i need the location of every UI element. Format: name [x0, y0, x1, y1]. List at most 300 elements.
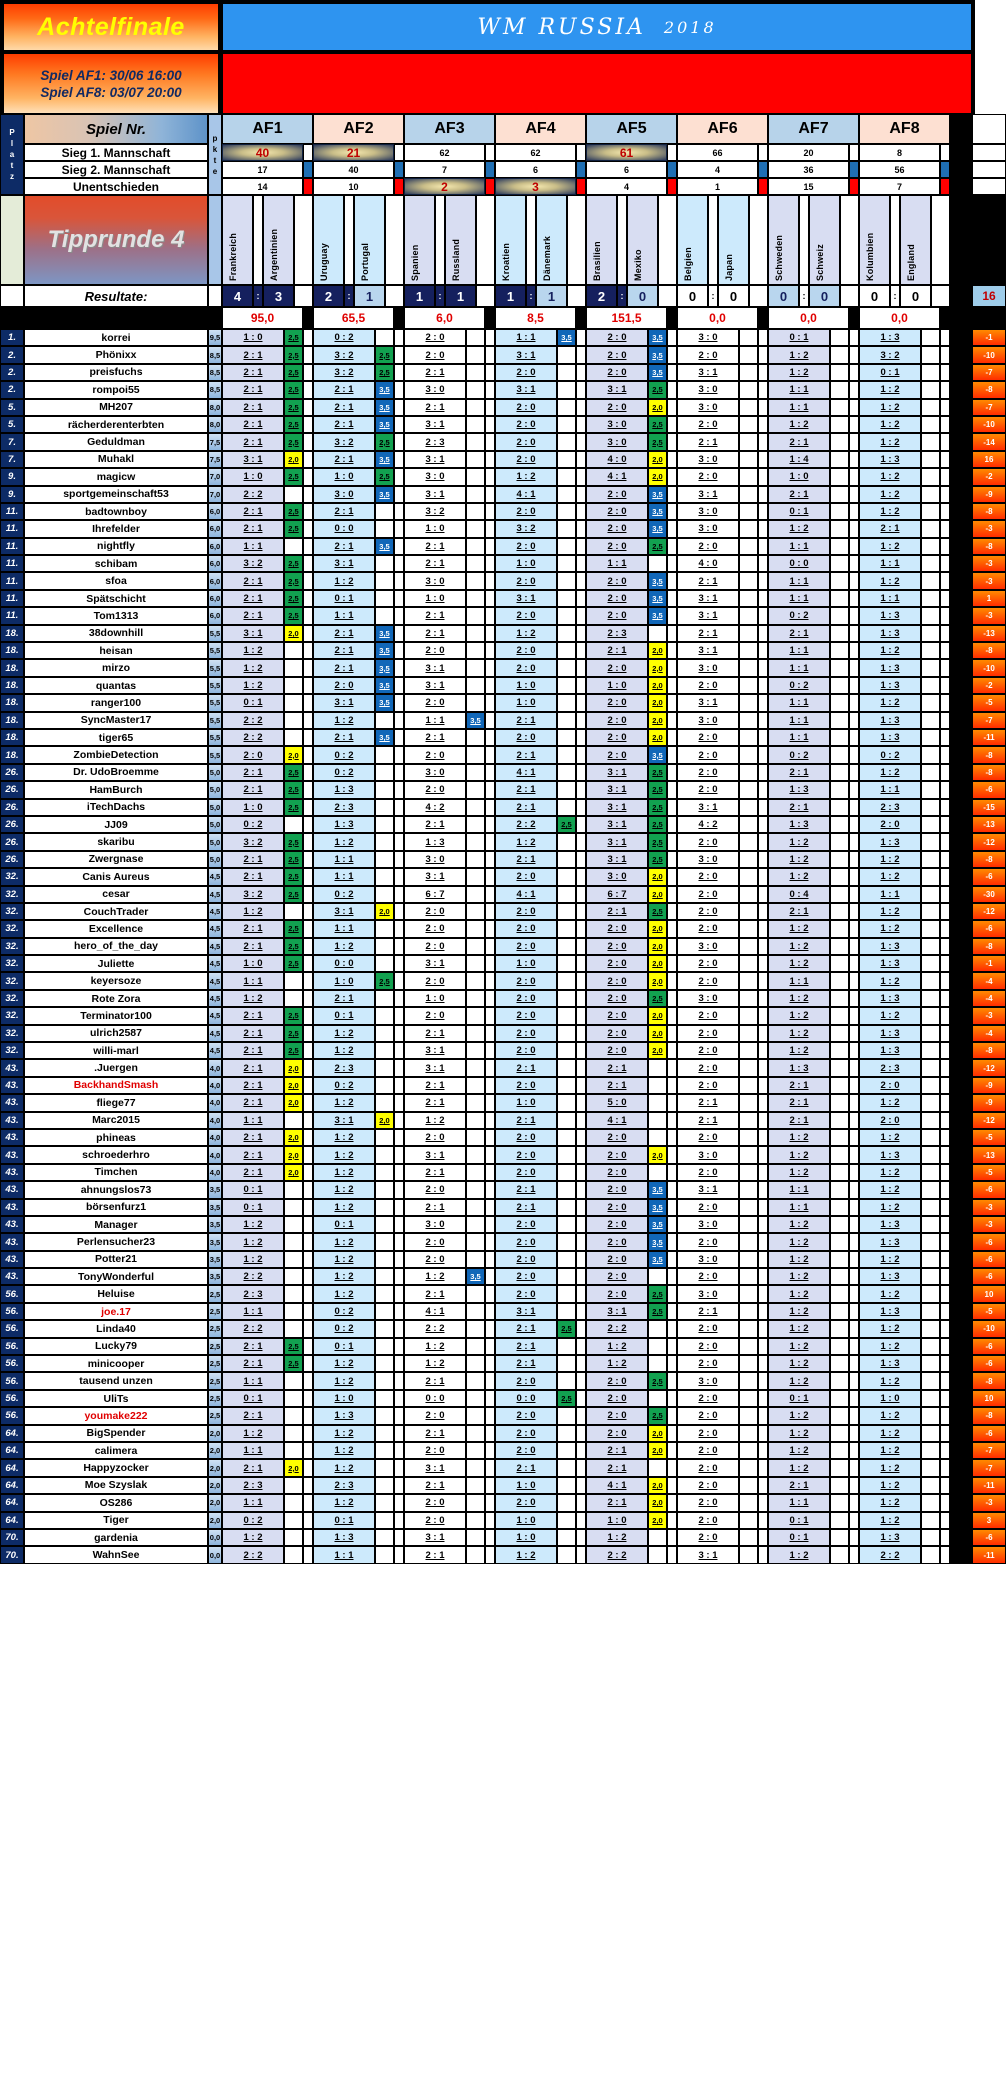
player-tip-4[interactable]: 2 : 0: [586, 659, 648, 676]
player-tip-4[interactable]: 2 : 0: [586, 1285, 648, 1302]
player-tip-1[interactable]: 1 : 2: [313, 1199, 375, 1216]
player-tip-7[interactable]: 2 : 2: [859, 1546, 921, 1563]
table-row[interactable]: [0, 972, 1006, 989]
player-tip-2[interactable]: 2 : 0: [404, 1407, 466, 1424]
player-tip-7[interactable]: 1 : 2: [859, 486, 921, 503]
player-tip-2[interactable]: 3 : 1: [404, 1529, 466, 1546]
player-tip-7[interactable]: 1 : 2: [859, 1199, 921, 1216]
player-tip-2[interactable]: 2 : 1: [404, 364, 466, 381]
player-tip-6[interactable]: 0 : 1: [768, 503, 830, 520]
player-tip-4[interactable]: 3 : 1: [586, 833, 648, 850]
player-name[interactable]: schroederhro: [24, 1146, 208, 1163]
player-tip-4[interactable]: 2 : 0: [586, 520, 648, 537]
player-tip-3[interactable]: 1 : 0: [495, 677, 557, 694]
player-tip-7[interactable]: 1 : 3: [859, 1216, 921, 1233]
player-tip-1[interactable]: 1 : 3: [313, 1529, 375, 1546]
player-tip-5[interactable]: 2 : 0: [677, 781, 739, 798]
player-tip-7[interactable]: 1 : 2: [859, 1407, 921, 1424]
player-tip-5[interactable]: 3 : 0: [677, 938, 739, 955]
player-tip-0[interactable]: 2 : 2: [222, 1320, 284, 1337]
player-tip-3[interactable]: 2 : 0: [495, 1372, 557, 1389]
player-tip-6[interactable]: 1 : 1: [768, 381, 830, 398]
player-tip-3[interactable]: 2 : 1: [495, 799, 557, 816]
player-tip-2[interactable]: 2 : 0: [404, 938, 466, 955]
player-tip-1[interactable]: 1 : 0: [313, 468, 375, 485]
player-tip-7[interactable]: 1 : 3: [859, 990, 921, 1007]
game-header-AF5[interactable]: AF5: [586, 114, 677, 144]
table-row[interactable]: [0, 1529, 1006, 1546]
player-tip-4[interactable]: 2 : 2: [586, 1546, 648, 1563]
player-tip-0[interactable]: 1 : 0: [222, 329, 284, 346]
player-tip-5[interactable]: 2 : 1: [677, 1303, 739, 1320]
player-tip-2[interactable]: 2 : 1: [404, 1199, 466, 1216]
table-row[interactable]: [0, 920, 1006, 937]
player-tip-2[interactable]: 2 : 0: [404, 903, 466, 920]
player-tip-4[interactable]: 2 : 0: [586, 1251, 648, 1268]
player-tip-4[interactable]: 2 : 0: [586, 1233, 648, 1250]
player-name[interactable]: Linda40: [24, 1320, 208, 1337]
player-tip-1[interactable]: 1 : 2: [313, 1355, 375, 1372]
player-tip-6[interactable]: 1 : 2: [768, 833, 830, 850]
player-tip-4[interactable]: 1 : 0: [586, 1512, 648, 1529]
player-tip-3[interactable]: 3 : 1: [495, 1303, 557, 1320]
player-tip-0[interactable]: 2 : 1: [222, 781, 284, 798]
player-tip-0[interactable]: 0 : 1: [222, 1181, 284, 1198]
player-tip-6[interactable]: 1 : 3: [768, 816, 830, 833]
player-tip-1[interactable]: 0 : 0: [313, 955, 375, 972]
player-name[interactable]: fliege77: [24, 1094, 208, 1111]
player-tip-7[interactable]: 0 : 2: [859, 746, 921, 763]
table-row[interactable]: [0, 903, 1006, 920]
player-tip-6[interactable]: 1 : 2: [768, 1459, 830, 1476]
player-tip-5[interactable]: 2 : 0: [677, 1233, 739, 1250]
player-tip-1[interactable]: 1 : 2: [313, 1233, 375, 1250]
player-tip-5[interactable]: 2 : 0: [677, 1007, 739, 1024]
player-tip-6[interactable]: 1 : 1: [768, 1181, 830, 1198]
player-tip-4[interactable]: 3 : 0: [586, 433, 648, 450]
table-row[interactable]: [0, 1007, 1006, 1024]
player-tip-4[interactable]: 2 : 0: [586, 329, 648, 346]
player-tip-1[interactable]: 1 : 2: [313, 1025, 375, 1042]
player-tip-6[interactable]: 2 : 1: [768, 799, 830, 816]
player-tip-2[interactable]: 3 : 1: [404, 1459, 466, 1476]
player-tip-7[interactable]: 1 : 3: [859, 712, 921, 729]
player-name[interactable]: Moe Szyslak: [24, 1477, 208, 1494]
player-tip-0[interactable]: 2 : 2: [222, 712, 284, 729]
player-tip-6[interactable]: 1 : 2: [768, 1338, 830, 1355]
player-tip-6[interactable]: 1 : 2: [768, 938, 830, 955]
player-tip-3[interactable]: 2 : 0: [495, 433, 557, 450]
player-name[interactable]: magicw: [24, 468, 208, 485]
player-tip-5[interactable]: 2 : 0: [677, 677, 739, 694]
player-tip-6[interactable]: 2 : 1: [768, 1077, 830, 1094]
player-name[interactable]: Perlensucher23: [24, 1233, 208, 1250]
player-tip-7[interactable]: 1 : 2: [859, 381, 921, 398]
player-tip-6[interactable]: 1 : 2: [768, 1251, 830, 1268]
player-tip-5[interactable]: 2 : 0: [677, 1512, 739, 1529]
player-tip-5[interactable]: 3 : 0: [677, 1146, 739, 1163]
player-tip-1[interactable]: 2 : 3: [313, 1059, 375, 1076]
player-tip-5[interactable]: 2 : 0: [677, 1442, 739, 1459]
player-tip-1[interactable]: 3 : 2: [313, 364, 375, 381]
player-name[interactable]: korrei: [24, 329, 208, 346]
player-tip-2[interactable]: 2 : 1: [404, 729, 466, 746]
table-row[interactable]: [0, 1372, 1006, 1389]
player-tip-4[interactable]: 1 : 2: [586, 1338, 648, 1355]
player-tip-2[interactable]: 2 : 1: [404, 1285, 466, 1302]
player-tip-5[interactable]: 2 : 0: [677, 1338, 739, 1355]
player-name[interactable]: keyersoze: [24, 972, 208, 989]
player-tip-7[interactable]: 1 : 2: [859, 851, 921, 868]
player-tip-3[interactable]: 1 : 0: [495, 1094, 557, 1111]
table-row[interactable]: [0, 625, 1006, 642]
table-row[interactable]: [0, 555, 1006, 572]
player-tip-2[interactable]: 4 : 2: [404, 799, 466, 816]
player-tip-7[interactable]: 1 : 2: [859, 1285, 921, 1302]
table-row[interactable]: [0, 1129, 1006, 1146]
player-tip-7[interactable]: 1 : 3: [859, 955, 921, 972]
player-tip-5[interactable]: 3 : 1: [677, 590, 739, 607]
player-tip-4[interactable]: 5 : 0: [586, 1094, 648, 1111]
table-row[interactable]: [0, 729, 1006, 746]
player-tip-2[interactable]: 1 : 2: [404, 1268, 466, 1285]
player-tip-1[interactable]: 3 : 1: [313, 1112, 375, 1129]
player-tip-3[interactable]: 2 : 0: [495, 868, 557, 885]
player-name[interactable]: gardenia: [24, 1529, 208, 1546]
table-row[interactable]: [0, 416, 1006, 433]
player-tip-1[interactable]: 3 : 0: [313, 486, 375, 503]
player-tip-5[interactable]: 2 : 0: [677, 955, 739, 972]
player-tip-1[interactable]: 1 : 2: [313, 1268, 375, 1285]
table-row[interactable]: [0, 938, 1006, 955]
player-tip-4[interactable]: 2 : 1: [586, 1459, 648, 1476]
table-row[interactable]: [0, 1216, 1006, 1233]
player-tip-6[interactable]: 1 : 2: [768, 1216, 830, 1233]
player-tip-5[interactable]: 3 : 0: [677, 503, 739, 520]
player-tip-7[interactable]: 1 : 2: [859, 868, 921, 885]
player-tip-3[interactable]: 1 : 2: [495, 625, 557, 642]
player-tip-4[interactable]: 3 : 1: [586, 851, 648, 868]
player-name[interactable]: skaribu: [24, 833, 208, 850]
table-row[interactable]: [0, 833, 1006, 850]
player-name[interactable]: hero_of_the_day: [24, 938, 208, 955]
player-tip-2[interactable]: 2 : 1: [404, 1077, 466, 1094]
table-row[interactable]: [0, 590, 1006, 607]
player-tip-1[interactable]: 0 : 2: [313, 1303, 375, 1320]
player-tip-5[interactable]: 3 : 0: [677, 1216, 739, 1233]
player-tip-7[interactable]: 1 : 3: [859, 659, 921, 676]
player-tip-3[interactable]: 2 : 1: [495, 1199, 557, 1216]
player-tip-4[interactable]: 2 : 0: [586, 1390, 648, 1407]
player-tip-0[interactable]: 1 : 2: [222, 659, 284, 676]
player-tip-7[interactable]: 1 : 3: [859, 329, 921, 346]
player-tip-5[interactable]: 3 : 1: [677, 642, 739, 659]
player-tip-1[interactable]: 0 : 1: [313, 1216, 375, 1233]
player-tip-6[interactable]: 1 : 2: [768, 1425, 830, 1442]
player-tip-4[interactable]: 2 : 0: [586, 694, 648, 711]
player-tip-3[interactable]: 2 : 0: [495, 938, 557, 955]
player-tip-1[interactable]: 0 : 2: [313, 1077, 375, 1094]
player-tip-4[interactable]: 2 : 1: [586, 1077, 648, 1094]
table-row[interactable]: [0, 451, 1006, 468]
table-row[interactable]: [0, 990, 1006, 1007]
player-tip-1[interactable]: 1 : 1: [313, 1546, 375, 1563]
player-tip-4[interactable]: 1 : 0: [586, 677, 648, 694]
player-tip-5[interactable]: 3 : 1: [677, 607, 739, 624]
player-tip-4[interactable]: 2 : 0: [586, 1199, 648, 1216]
player-tip-4[interactable]: 3 : 0: [586, 868, 648, 885]
player-tip-6[interactable]: 0 : 2: [768, 677, 830, 694]
player-tip-5[interactable]: 2 : 0: [677, 920, 739, 937]
player-tip-7[interactable]: 1 : 2: [859, 433, 921, 450]
player-tip-7[interactable]: 1 : 3: [859, 1025, 921, 1042]
player-tip-5[interactable]: 2 : 0: [677, 1407, 739, 1424]
player-tip-4[interactable]: 2 : 0: [586, 1025, 648, 1042]
player-tip-7[interactable]: 1 : 2: [859, 1007, 921, 1024]
player-tip-2[interactable]: 2 : 0: [404, 1233, 466, 1250]
player-tip-2[interactable]: 6 : 7: [404, 886, 466, 903]
player-tip-6[interactable]: 1 : 2: [768, 851, 830, 868]
table-row[interactable]: [0, 868, 1006, 885]
player-tip-1[interactable]: 0 : 1: [313, 1007, 375, 1024]
player-name[interactable]: Phönixx: [24, 346, 208, 363]
player-tip-6[interactable]: 1 : 2: [768, 868, 830, 885]
player-name[interactable]: Muhakl: [24, 451, 208, 468]
table-row[interactable]: [0, 538, 1006, 555]
player-name[interactable]: youmake222: [24, 1407, 208, 1424]
player-tip-3[interactable]: 2 : 0: [495, 972, 557, 989]
player-tip-2[interactable]: 2 : 1: [404, 1164, 466, 1181]
player-tip-5[interactable]: 2 : 0: [677, 416, 739, 433]
player-tip-5[interactable]: 2 : 1: [677, 625, 739, 642]
game-header-AF1[interactable]: AF1: [222, 114, 313, 144]
player-tip-6[interactable]: 1 : 2: [768, 920, 830, 937]
player-tip-5[interactable]: 2 : 0: [677, 833, 739, 850]
player-tip-3[interactable]: 1 : 2: [495, 833, 557, 850]
player-tip-4[interactable]: 3 : 1: [586, 816, 648, 833]
player-tip-1[interactable]: 1 : 2: [313, 1129, 375, 1146]
table-row[interactable]: [0, 642, 1006, 659]
player-tip-1[interactable]: 1 : 2: [313, 1372, 375, 1389]
player-name[interactable]: tiger65: [24, 729, 208, 746]
player-tip-4[interactable]: 2 : 0: [586, 955, 648, 972]
player-tip-4[interactable]: 2 : 0: [586, 746, 648, 763]
player-tip-7[interactable]: 2 : 0: [859, 816, 921, 833]
player-tip-4[interactable]: 2 : 0: [586, 1268, 648, 1285]
player-tip-7[interactable]: 2 : 1: [859, 520, 921, 537]
player-tip-7[interactable]: 2 : 3: [859, 799, 921, 816]
player-tip-2[interactable]: 1 : 1: [404, 712, 466, 729]
player-tip-3[interactable]: 2 : 0: [495, 642, 557, 659]
player-tip-1[interactable]: 1 : 1: [313, 851, 375, 868]
player-tip-0[interactable]: 3 : 1: [222, 451, 284, 468]
player-tip-4[interactable]: 4 : 1: [586, 468, 648, 485]
table-row[interactable]: [0, 1077, 1006, 1094]
player-tip-1[interactable]: 2 : 1: [313, 399, 375, 416]
player-tip-5[interactable]: 2 : 0: [677, 1425, 739, 1442]
player-tip-1[interactable]: 1 : 2: [313, 1094, 375, 1111]
player-tip-0[interactable]: 2 : 2: [222, 486, 284, 503]
player-tip-4[interactable]: 2 : 0: [586, 399, 648, 416]
player-tip-5[interactable]: 3 : 1: [677, 364, 739, 381]
player-tip-2[interactable]: 2 : 1: [404, 1425, 466, 1442]
game-header-AF3[interactable]: AF3: [404, 114, 495, 144]
player-tip-6[interactable]: 1 : 2: [768, 1007, 830, 1024]
player-name[interactable]: willi-marl: [24, 1042, 208, 1059]
table-row[interactable]: [0, 851, 1006, 868]
player-tip-1[interactable]: 3 : 1: [313, 694, 375, 711]
table-row[interactable]: [0, 1112, 1006, 1129]
player-tip-7[interactable]: 1 : 2: [859, 503, 921, 520]
player-tip-3[interactable]: 2 : 0: [495, 1494, 557, 1511]
player-tip-0[interactable]: 2 : 1: [222, 1042, 284, 1059]
player-tip-4[interactable]: 3 : 0: [586, 416, 648, 433]
table-row[interactable]: [0, 486, 1006, 503]
player-tip-2[interactable]: 2 : 1: [404, 816, 466, 833]
player-tip-2[interactable]: 3 : 1: [404, 955, 466, 972]
table-row[interactable]: [0, 781, 1006, 798]
player-tip-0[interactable]: 2 : 1: [222, 503, 284, 520]
player-tip-6[interactable]: 1 : 2: [768, 955, 830, 972]
player-tip-0[interactable]: 1 : 1: [222, 1494, 284, 1511]
player-tip-2[interactable]: 2 : 0: [404, 329, 466, 346]
player-tip-7[interactable]: 1 : 3: [859, 625, 921, 642]
player-tip-0[interactable]: 3 : 2: [222, 555, 284, 572]
player-tip-2[interactable]: 3 : 0: [404, 381, 466, 398]
player-tip-5[interactable]: 2 : 1: [677, 1112, 739, 1129]
player-tip-5[interactable]: 2 : 0: [677, 468, 739, 485]
player-tip-3[interactable]: 2 : 0: [495, 503, 557, 520]
player-tip-5[interactable]: 2 : 0: [677, 1164, 739, 1181]
player-tip-7[interactable]: 1 : 2: [859, 694, 921, 711]
player-tip-5[interactable]: 3 : 0: [677, 1285, 739, 1302]
player-tip-4[interactable]: 3 : 1: [586, 781, 648, 798]
player-name[interactable]: Canis Aureus: [24, 868, 208, 885]
player-tip-7[interactable]: 1 : 3: [859, 451, 921, 468]
player-tip-4[interactable]: 3 : 1: [586, 381, 648, 398]
player-tip-6[interactable]: 2 : 1: [768, 486, 830, 503]
player-tip-3[interactable]: 2 : 1: [495, 1059, 557, 1076]
player-tip-2[interactable]: 2 : 0: [404, 1007, 466, 1024]
player-tip-2[interactable]: 2 : 0: [404, 1494, 466, 1511]
player-tip-3[interactable]: 0 : 0: [495, 1390, 557, 1407]
player-tip-3[interactable]: 1 : 0: [495, 1477, 557, 1494]
table-row[interactable]: [0, 329, 1006, 346]
player-tip-3[interactable]: 4 : 1: [495, 486, 557, 503]
player-tip-3[interactable]: 2 : 0: [495, 451, 557, 468]
player-tip-0[interactable]: 2 : 1: [222, 607, 284, 624]
player-name[interactable]: Potter21: [24, 1251, 208, 1268]
player-name[interactable]: Tiger: [24, 1512, 208, 1529]
player-tip-5[interactable]: 2 : 0: [677, 1529, 739, 1546]
player-tip-5[interactable]: 3 : 1: [677, 1181, 739, 1198]
player-tip-7[interactable]: 1 : 3: [859, 1146, 921, 1163]
player-tip-6[interactable]: 1 : 2: [768, 1355, 830, 1372]
player-tip-5[interactable]: 2 : 0: [677, 1320, 739, 1337]
player-name[interactable]: CouchTrader: [24, 903, 208, 920]
player-name[interactable]: Happyzocker: [24, 1459, 208, 1476]
player-tip-7[interactable]: 1 : 2: [859, 538, 921, 555]
player-tip-5[interactable]: 2 : 0: [677, 868, 739, 885]
player-tip-6[interactable]: 1 : 1: [768, 1494, 830, 1511]
table-row[interactable]: [0, 1268, 1006, 1285]
player-tip-0[interactable]: 3 : 1: [222, 625, 284, 642]
player-tip-3[interactable]: 2 : 0: [495, 1442, 557, 1459]
player-tip-6[interactable]: 1 : 1: [768, 729, 830, 746]
player-tip-1[interactable]: 1 : 2: [313, 1459, 375, 1476]
player-tip-5[interactable]: 2 : 0: [677, 1199, 739, 1216]
player-tip-0[interactable]: 3 : 2: [222, 833, 284, 850]
player-tip-0[interactable]: 2 : 1: [222, 868, 284, 885]
player-tip-3[interactable]: 2 : 0: [495, 572, 557, 589]
player-tip-5[interactable]: 2 : 0: [677, 1477, 739, 1494]
player-tip-5[interactable]: 2 : 0: [677, 903, 739, 920]
player-tip-6[interactable]: 1 : 1: [768, 1199, 830, 1216]
player-tip-3[interactable]: 2 : 0: [495, 1216, 557, 1233]
player-tip-7[interactable]: 1 : 2: [859, 1494, 921, 1511]
player-tip-7[interactable]: 1 : 0: [859, 1390, 921, 1407]
player-tip-7[interactable]: 1 : 3: [859, 1233, 921, 1250]
table-row[interactable]: [0, 1181, 1006, 1198]
player-tip-2[interactable]: 2 : 0: [404, 1181, 466, 1198]
player-tip-3[interactable]: 2 : 0: [495, 364, 557, 381]
player-name[interactable]: Heluise: [24, 1285, 208, 1302]
player-tip-2[interactable]: 3 : 0: [404, 1216, 466, 1233]
table-row[interactable]: [0, 1494, 1006, 1511]
player-tip-3[interactable]: 1 : 0: [495, 1529, 557, 1546]
player-tip-4[interactable]: 2 : 0: [586, 1146, 648, 1163]
player-tip-4[interactable]: 2 : 0: [586, 364, 648, 381]
player-tip-2[interactable]: 1 : 0: [404, 990, 466, 1007]
player-tip-6[interactable]: 1 : 2: [768, 346, 830, 363]
player-tip-0[interactable]: 1 : 0: [222, 799, 284, 816]
player-tip-1[interactable]: 0 : 1: [313, 1512, 375, 1529]
player-tip-7[interactable]: 2 : 0: [859, 1077, 921, 1094]
table-row[interactable]: [0, 346, 1006, 363]
table-row[interactable]: [0, 1338, 1006, 1355]
player-name[interactable]: Juliette: [24, 955, 208, 972]
player-tip-3[interactable]: 4 : 1: [495, 764, 557, 781]
table-row[interactable]: [0, 1512, 1006, 1529]
player-name[interactable]: sportgemeinschaft53: [24, 486, 208, 503]
table-row[interactable]: [0, 1442, 1006, 1459]
player-tip-6[interactable]: 1 : 2: [768, 1303, 830, 1320]
player-tip-5[interactable]: 2 : 0: [677, 1355, 739, 1372]
player-tip-6[interactable]: 2 : 1: [768, 1094, 830, 1111]
player-tip-1[interactable]: 1 : 2: [313, 1494, 375, 1511]
player-tip-5[interactable]: 2 : 0: [677, 1129, 739, 1146]
player-tip-3[interactable]: 2 : 0: [495, 659, 557, 676]
player-tip-6[interactable]: 2 : 1: [768, 433, 830, 450]
player-tip-2[interactable]: 3 : 1: [404, 868, 466, 885]
player-tip-2[interactable]: 0 : 0: [404, 1390, 466, 1407]
player-tip-7[interactable]: 1 : 2: [859, 1094, 921, 1111]
player-tip-0[interactable]: 2 : 2: [222, 1268, 284, 1285]
player-tip-5[interactable]: 3 : 1: [677, 694, 739, 711]
player-tip-6[interactable]: 1 : 2: [768, 416, 830, 433]
player-tip-5[interactable]: 2 : 0: [677, 1025, 739, 1042]
player-tip-4[interactable]: 2 : 0: [586, 1216, 648, 1233]
player-tip-6[interactable]: 1 : 2: [768, 1042, 830, 1059]
player-tip-3[interactable]: 2 : 0: [495, 729, 557, 746]
player-tip-1[interactable]: 2 : 1: [313, 538, 375, 555]
player-name[interactable]: mirzo: [24, 659, 208, 676]
player-tip-2[interactable]: 3 : 0: [404, 764, 466, 781]
player-name[interactable]: sfoa: [24, 572, 208, 589]
player-tip-7[interactable]: 1 : 2: [859, 468, 921, 485]
player-tip-4[interactable]: 2 : 1: [586, 1494, 648, 1511]
player-tip-3[interactable]: 2 : 0: [495, 1233, 557, 1250]
